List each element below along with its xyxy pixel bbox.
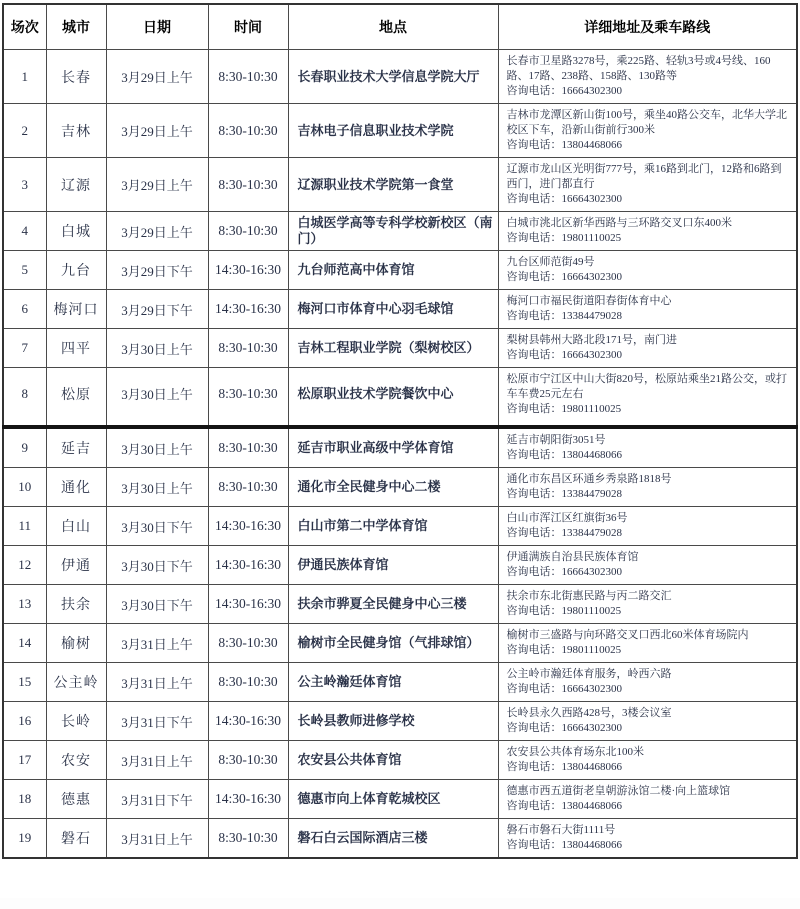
city-cell: 农安 [46,741,106,780]
session-cell: 9 [3,427,46,468]
time-cell: 8:30-10:30 [208,427,288,468]
detail-cell [498,663,797,702]
table-row [3,702,797,741]
city-cell: 伊通 [46,546,106,585]
table-row [3,104,797,158]
session-cell: 2 [3,104,46,158]
date-cell: 3月30日上午 [106,427,208,468]
detail-cell [498,158,797,212]
session-cell: 19 [3,819,46,859]
place-cell: 公主岭瀚廷体育馆 [288,663,498,702]
table-row [3,546,797,585]
table-row [3,663,797,702]
detail-cell [498,507,797,546]
city-cell: 吉林 [46,104,106,158]
session-cell: 8 [3,368,46,428]
phone-text: 咨询电话：13804468066 [506,761,622,773]
place-cell: 白山市第二中学体育馆 [288,507,498,546]
detail-cell [498,546,797,585]
phone-text: 咨询电话：16664302300 [506,271,622,283]
session-cell: 11 [3,507,46,546]
session-cell: 18 [3,780,46,819]
table-row [3,212,797,251]
phone-text: 咨询电话：16664302300 [506,85,622,97]
date-cell: 3月30日下午 [106,546,208,585]
table-row [3,585,797,624]
table-row [3,329,797,368]
date-cell: 3月30日上午 [106,468,208,507]
address-text: 榆树市三盛路与向环路交叉口西北60米体育场院内 [506,629,749,641]
phone-text: 咨询电话：16664302300 [506,349,622,361]
date-cell: 3月31日下午 [106,702,208,741]
date-cell: 3月30日下午 [106,507,208,546]
address-text: 农安县公共体育场东北100米 [506,746,644,758]
table-row [3,290,797,329]
city-cell: 四平 [46,329,106,368]
city-cell: 白山 [46,507,106,546]
session-cell: 13 [3,585,46,624]
session-cell: 1 [3,50,46,104]
col-header-address: 详细地址及乘车路线 [498,4,797,50]
time-cell: 14:30-16:30 [208,702,288,741]
place-cell: 农安县公共体育馆 [288,741,498,780]
time-cell: 8:30-10:30 [208,329,288,368]
city-cell: 扶余 [46,585,106,624]
address-text: 九台区师范街49号 [506,256,595,268]
time-cell: 8:30-10:30 [208,368,288,428]
header-row [3,4,797,50]
phone-text: 咨询电话：16664302300 [506,683,622,695]
place-cell: 长春职业技术大学信息学院大厅 [288,50,498,104]
detail-cell [498,624,797,663]
city-cell: 公主岭 [46,663,106,702]
phone-text: 咨询电话：13384479028 [506,488,622,500]
detail-cell [498,741,797,780]
time-cell: 8:30-10:30 [208,50,288,104]
city-cell: 松原 [46,368,106,428]
time-cell: 14:30-16:30 [208,290,288,329]
phone-text: 咨询电话：19801110025 [506,232,622,244]
address-text: 公主岭市瀚廷体育服务，岭西六路 [506,668,672,680]
table-row [3,819,797,859]
time-cell: 14:30-16:30 [208,585,288,624]
place-cell: 吉林电子信息职业技术学院 [288,104,498,158]
detail-cell [498,251,797,290]
place-cell: 松原职业技术学院餐饮中心 [288,368,498,428]
address-text: 延吉市朝阳街3051号 [506,434,606,446]
detail-cell [498,50,797,104]
city-cell: 梅河口 [46,290,106,329]
date-cell: 3月30日上午 [106,329,208,368]
city-cell: 长春 [46,50,106,104]
place-cell: 吉林工程职业学院（梨树校区） [288,329,498,368]
col-header-date: 日期 [106,4,208,50]
col-header-place: 地点 [288,4,498,50]
time-cell: 8:30-10:30 [208,468,288,507]
date-cell: 3月31日上午 [106,819,208,859]
table-row [3,741,797,780]
table-row [3,468,797,507]
detail-cell [498,780,797,819]
city-cell: 辽源 [46,158,106,212]
time-cell: 8:30-10:30 [208,104,288,158]
address-text: 伊通满族自治县民族体育馆 [506,551,639,563]
place-cell: 九台师范高中体育馆 [288,251,498,290]
place-cell: 长岭县教师进修学校 [288,702,498,741]
detail-cell [498,702,797,741]
date-cell: 3月29日上午 [106,158,208,212]
address-text: 松原市宁江区中山大街820号，松原站乘坐21路公交，或打车车费25元左右 [506,373,787,400]
table-row [3,251,797,290]
detail-cell [498,427,797,468]
phone-text: 咨询电话：13804468066 [506,800,622,812]
address-text: 白山市浑江区红旗街36号 [506,512,628,524]
place-cell: 延吉市职业高级中学体育馆 [288,427,498,468]
address-text: 梅河口市福民街道阳春街体育中心 [506,295,672,307]
date-cell: 3月29日上午 [106,212,208,251]
place-cell: 磐石白云国际酒店三楼 [288,819,498,859]
address-text: 扶余市东北街惠民路与丙二路交汇 [506,590,672,602]
date-cell: 3月31日上午 [106,624,208,663]
detail-cell [498,212,797,251]
detail-cell [498,368,797,428]
session-cell: 14 [3,624,46,663]
phone-text: 咨询电话：16664302300 [506,722,622,734]
address-text: 梨树县韩州大路北段171号，南门进 [506,334,677,346]
date-cell: 3月30日上午 [106,368,208,428]
phone-text: 咨询电话：13384479028 [506,310,622,322]
city-cell: 白城 [46,212,106,251]
session-cell: 12 [3,546,46,585]
time-cell: 14:30-16:30 [208,546,288,585]
date-cell: 3月31日上午 [106,663,208,702]
table-row [3,50,797,104]
city-cell: 榆树 [46,624,106,663]
session-cell: 5 [3,251,46,290]
place-cell: 德惠市向上体育乾城校区 [288,780,498,819]
city-cell: 磐石 [46,819,106,859]
phone-text: 咨询电话：13804468066 [506,139,622,151]
detail-cell [498,585,797,624]
detail-cell [498,104,797,158]
schedule-table [2,3,798,859]
city-cell: 延吉 [46,427,106,468]
address-text: 德惠市西五道街老皇朝游泳馆二楼·向上篮球馆 [506,785,731,797]
place-cell: 伊通民族体育馆 [288,546,498,585]
address-text: 吉林市龙潭区新山街100号，乘坐40路公交车，北华大学北校区下车，沿新山街前行300米 [506,109,787,136]
address-text: 通化市东昌区环通乡秀泉路1818号 [506,473,672,485]
time-cell: 14:30-16:30 [208,251,288,290]
time-cell: 14:30-16:30 [208,507,288,546]
place-cell: 梅河口市体育中心羽毛球馆 [288,290,498,329]
address-text: 辽源市龙山区光明街777号，乘16路到北门，12路和6路到西门，进门都直行 [506,163,782,190]
place-cell: 白城医学高等专科学校新校区（南门） [288,212,498,251]
phone-text: 咨询电话：13384479028 [506,527,622,539]
time-cell: 8:30-10:30 [208,624,288,663]
phone-text: 咨询电话：19801110025 [506,403,622,415]
date-cell: 3月29日下午 [106,251,208,290]
address-text: 长春市卫星路3278号，乘225路、轻轨3号或4号线、160路、17路、238路、158路、130路等 [506,55,771,82]
date-cell: 3月29日下午 [106,290,208,329]
detail-cell [498,468,797,507]
session-cell: 10 [3,468,46,507]
session-cell: 3 [3,158,46,212]
time-cell: 14:30-16:30 [208,780,288,819]
session-cell: 15 [3,663,46,702]
detail-cell [498,290,797,329]
time-cell: 8:30-10:30 [208,158,288,212]
table-row [3,780,797,819]
address-text: 磐石市磐石大街1111号 [506,824,616,836]
detail-cell [498,329,797,368]
session-cell: 17 [3,741,46,780]
session-cell: 16 [3,702,46,741]
table-row [3,624,797,663]
session-cell: 6 [3,290,46,329]
place-cell: 通化市全民健身中心二楼 [288,468,498,507]
time-cell: 8:30-10:30 [208,741,288,780]
session-cell: 4 [3,212,46,251]
session-cell: 7 [3,329,46,368]
table-row [3,427,797,468]
col-header-time: 时间 [208,4,288,50]
date-cell: 3月31日上午 [106,741,208,780]
city-cell: 九台 [46,251,106,290]
city-cell: 德惠 [46,780,106,819]
table-row [3,368,797,428]
address-text: 白城市洮北区新华西路与三环路交叉口东400米 [506,217,732,229]
table-row [3,158,797,212]
phone-text: 咨询电话：13804468066 [506,449,622,461]
date-cell: 3月30日下午 [106,585,208,624]
detail-cell [498,819,797,859]
time-cell: 8:30-10:30 [208,663,288,702]
phone-text: 咨询电话：19801110025 [506,644,622,656]
col-header-session: 场次 [3,4,46,50]
date-cell: 3月29日上午 [106,104,208,158]
address-text: 长岭县永久西路428号，3楼会议室 [506,707,672,719]
page-bottom-margin [0,898,800,909]
date-cell: 3月31日下午 [106,780,208,819]
phone-text: 咨询电话：13804468066 [506,839,622,851]
table-row [3,507,797,546]
time-cell: 8:30-10:30 [208,819,288,859]
table-body [3,50,797,859]
phone-text: 咨询电话：19801110025 [506,605,622,617]
city-cell: 长岭 [46,702,106,741]
place-cell: 扶余市骅夏全民健身中心三楼 [288,585,498,624]
place-cell: 辽源职业技术学院第一食堂 [288,158,498,212]
time-cell: 8:30-10:30 [208,212,288,251]
phone-text: 咨询电话：16664302300 [506,566,622,578]
city-cell: 通化 [46,468,106,507]
date-cell: 3月29日上午 [106,50,208,104]
place-cell: 榆树市全民健身馆（气排球馆） [288,624,498,663]
phone-text: 咨询电话：16664302300 [506,193,622,205]
col-header-city: 城市 [46,4,106,50]
